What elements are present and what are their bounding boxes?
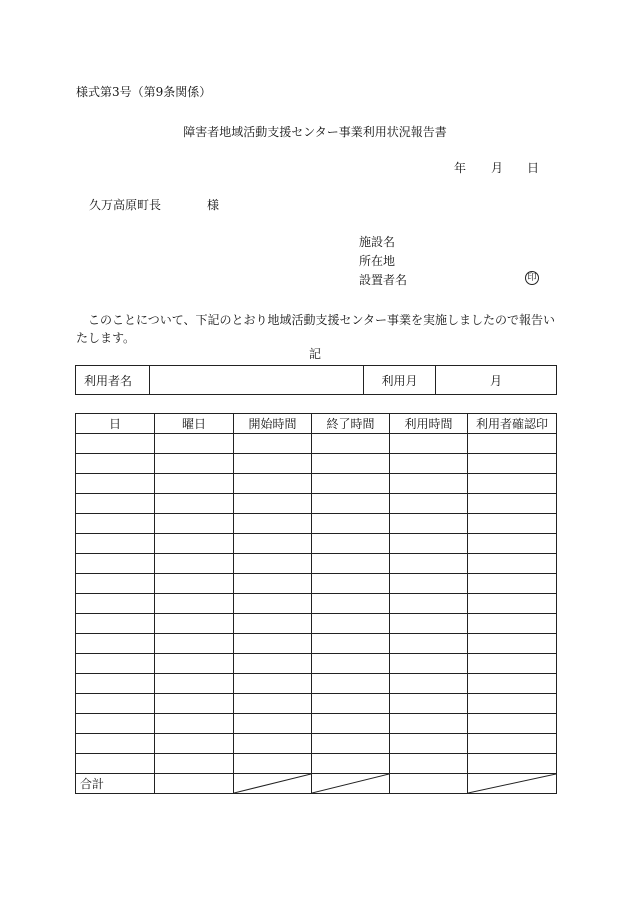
confirmation-seal-cell[interactable] (468, 694, 557, 714)
end-time-cell[interactable] (312, 634, 390, 654)
day-cell[interactable] (76, 454, 155, 474)
day-cell[interactable] (76, 734, 155, 754)
col-header-usage-time: 利用時間 (390, 414, 468, 434)
table-row (76, 514, 557, 534)
end-time-cell[interactable] (312, 694, 390, 714)
table-row (76, 594, 557, 614)
end-time-cell[interactable] (312, 474, 390, 494)
usage-table (75, 413, 557, 794)
day-cell[interactable] (76, 634, 155, 654)
confirmation-seal-cell[interactable] (468, 674, 557, 694)
day-cell[interactable] (76, 594, 155, 614)
confirmation-seal-cell[interactable] (468, 594, 557, 614)
total-weekday-cell[interactable] (155, 774, 234, 794)
body-text (76, 311, 556, 347)
user-name-field[interactable] (150, 366, 364, 395)
weekday-cell[interactable] (155, 654, 234, 674)
weekday-cell[interactable] (155, 554, 234, 574)
end-time-cell[interactable] (312, 714, 390, 734)
weekday-cell[interactable] (155, 534, 234, 554)
end-time-cell[interactable] (312, 434, 390, 454)
confirmation-seal-cell[interactable] (468, 454, 557, 474)
usage-time-cell[interactable] (390, 594, 468, 614)
diagonal-line-icon (312, 774, 389, 793)
establisher-name-label: 設置者名 (359, 273, 408, 287)
day-cell[interactable] (76, 434, 155, 454)
confirmation-seal-cell[interactable] (468, 434, 557, 454)
confirmation-seal-cell[interactable] (468, 514, 557, 534)
table-row (76, 474, 557, 494)
document-title: 障害者地域活動支援センター事業利用状況報告書 (183, 125, 447, 139)
usage-time-cell[interactable] (390, 614, 468, 634)
weekday-cell[interactable] (155, 734, 234, 754)
confirmation-seal-cell[interactable] (468, 574, 557, 594)
table-row (76, 454, 557, 474)
form-number: 様式第3号（第9条関係） (76, 85, 212, 99)
end-time-cell[interactable] (312, 574, 390, 594)
end-time-cell[interactable] (312, 514, 390, 534)
usage-time-cell[interactable] (390, 454, 468, 474)
usage-time-cell[interactable] (390, 754, 468, 774)
usage-time-cell[interactable] (390, 494, 468, 514)
day-cell[interactable] (76, 654, 155, 674)
confirmation-seal-cell[interactable] (468, 634, 557, 654)
col-header-weekday: 曜日 (155, 414, 234, 434)
user-info-row (76, 366, 557, 395)
end-time-cell[interactable] (312, 534, 390, 554)
usage-month-label: 利用月 (364, 366, 436, 395)
end-time-cell[interactable] (312, 674, 390, 694)
weekday-cell[interactable] (155, 634, 234, 654)
col-header-end-time: 終了時間 (312, 414, 390, 434)
table-row (76, 734, 557, 754)
confirmation-seal-cell[interactable] (468, 714, 557, 734)
start-time-cell[interactable] (234, 594, 312, 614)
start-time-cell[interactable] (234, 694, 312, 714)
table-row (76, 634, 557, 654)
location-label: 所在地 (359, 254, 396, 268)
start-time-cell[interactable] (234, 754, 312, 774)
facility-name-label: 施設名 (359, 235, 396, 249)
usage-time-cell[interactable] (390, 514, 468, 534)
usage-time-cell[interactable] (390, 734, 468, 754)
diagonal-line-icon (468, 774, 556, 793)
start-time-cell[interactable] (234, 554, 312, 574)
total-end-time-cell-crossed (312, 774, 390, 794)
day-cell[interactable] (76, 614, 155, 634)
table-row (76, 694, 557, 714)
weekday-cell[interactable] (155, 514, 234, 534)
usage-time-cell[interactable] (390, 574, 468, 594)
start-time-cell[interactable] (234, 434, 312, 454)
weekday-cell[interactable] (155, 574, 234, 594)
honorific: 様 (207, 198, 220, 212)
end-time-cell[interactable] (312, 654, 390, 674)
confirmation-seal-cell[interactable] (468, 654, 557, 674)
end-time-cell[interactable] (312, 554, 390, 574)
day-cell[interactable] (76, 494, 155, 514)
confirmation-seal-cell[interactable] (468, 734, 557, 754)
user-name-label: 利用者名 (76, 366, 150, 395)
weekday-cell[interactable] (155, 594, 234, 614)
seal-mark-icon: 印 (525, 271, 539, 285)
confirmation-seal-cell[interactable] (468, 494, 557, 514)
start-time-cell[interactable] (234, 734, 312, 754)
table-row (76, 674, 557, 694)
total-start-time-cell-crossed (234, 774, 312, 794)
usage-time-cell[interactable] (390, 474, 468, 494)
usage-time-cell[interactable] (390, 714, 468, 734)
usage-time-cell[interactable] (390, 634, 468, 654)
addressee: 久万高原町長 (89, 198, 162, 212)
end-time-cell[interactable] (312, 754, 390, 774)
date-year-label: 年 (454, 161, 467, 175)
confirmation-seal-cell[interactable] (468, 614, 557, 634)
confirmation-seal-cell[interactable] (468, 474, 557, 494)
body-text-content: このことについて、下記のとおり地域活動支援センター事業を実施しましたので報告いたします。 (76, 313, 556, 345)
table-row (76, 534, 557, 554)
weekday-cell[interactable] (155, 474, 234, 494)
end-time-cell[interactable] (312, 594, 390, 614)
table-row (76, 554, 557, 574)
day-cell[interactable] (76, 714, 155, 734)
usage-time-cell[interactable] (390, 534, 468, 554)
day-cell[interactable] (76, 534, 155, 554)
day-cell[interactable] (76, 514, 155, 534)
total-row (76, 774, 557, 794)
end-time-cell[interactable] (312, 494, 390, 514)
total-label: 合計 (76, 774, 155, 794)
usage-time-cell[interactable] (390, 654, 468, 674)
start-time-cell[interactable] (234, 474, 312, 494)
start-time-cell[interactable] (234, 494, 312, 514)
confirmation-seal-cell[interactable] (468, 554, 557, 574)
day-cell[interactable] (76, 554, 155, 574)
user-info-table (75, 365, 557, 395)
col-header-start-time: 開始時間 (234, 414, 312, 434)
start-time-cell[interactable] (234, 454, 312, 474)
weekday-cell[interactable] (155, 454, 234, 474)
start-time-cell[interactable] (234, 634, 312, 654)
start-time-cell[interactable] (234, 674, 312, 694)
day-cell[interactable] (76, 674, 155, 694)
weekday-cell[interactable] (155, 754, 234, 774)
start-time-cell[interactable] (234, 654, 312, 674)
start-time-cell[interactable] (234, 614, 312, 634)
col-header-confirmation-seal: 利用者確認印 (468, 414, 557, 434)
weekday-cell[interactable] (155, 434, 234, 454)
date-month-label: 月 (491, 161, 504, 175)
weekday-cell[interactable] (155, 494, 234, 514)
day-cell[interactable] (76, 754, 155, 774)
usage-time-cell[interactable] (390, 674, 468, 694)
table-row (76, 754, 557, 774)
weekday-cell[interactable] (155, 614, 234, 634)
usage-month-field[interactable]: 月 (436, 366, 557, 395)
usage-time-cell[interactable] (390, 434, 468, 454)
end-time-cell[interactable] (312, 454, 390, 474)
start-time-cell[interactable] (234, 574, 312, 594)
usage-time-cell[interactable] (390, 694, 468, 714)
diagonal-line-icon (234, 774, 311, 793)
weekday-cell[interactable] (155, 694, 234, 714)
usage-table-header-row (76, 414, 557, 434)
table-row (76, 614, 557, 634)
end-time-cell[interactable] (312, 614, 390, 634)
table-row (76, 654, 557, 674)
ki-heading: 記 (308, 347, 321, 361)
usage-time-cell[interactable] (390, 554, 468, 574)
start-time-cell[interactable] (234, 714, 312, 734)
total-seal-cell-crossed (468, 774, 557, 794)
table-row (76, 434, 557, 454)
usage-table-body (76, 434, 557, 774)
total-usage-time-cell[interactable] (390, 774, 468, 794)
weekday-cell[interactable] (155, 714, 234, 734)
day-cell[interactable] (76, 694, 155, 714)
start-time-cell[interactable] (234, 534, 312, 554)
table-row (76, 714, 557, 734)
weekday-cell[interactable] (155, 674, 234, 694)
date-day-label: 日 (527, 161, 540, 175)
day-cell[interactable] (76, 474, 155, 494)
confirmation-seal-cell[interactable] (468, 534, 557, 554)
confirmation-seal-cell[interactable] (468, 754, 557, 774)
day-cell[interactable] (76, 574, 155, 594)
col-header-day: 日 (76, 414, 155, 434)
table-row (76, 574, 557, 594)
start-time-cell[interactable] (234, 514, 312, 534)
end-time-cell[interactable] (312, 734, 390, 754)
table-row (76, 494, 557, 514)
